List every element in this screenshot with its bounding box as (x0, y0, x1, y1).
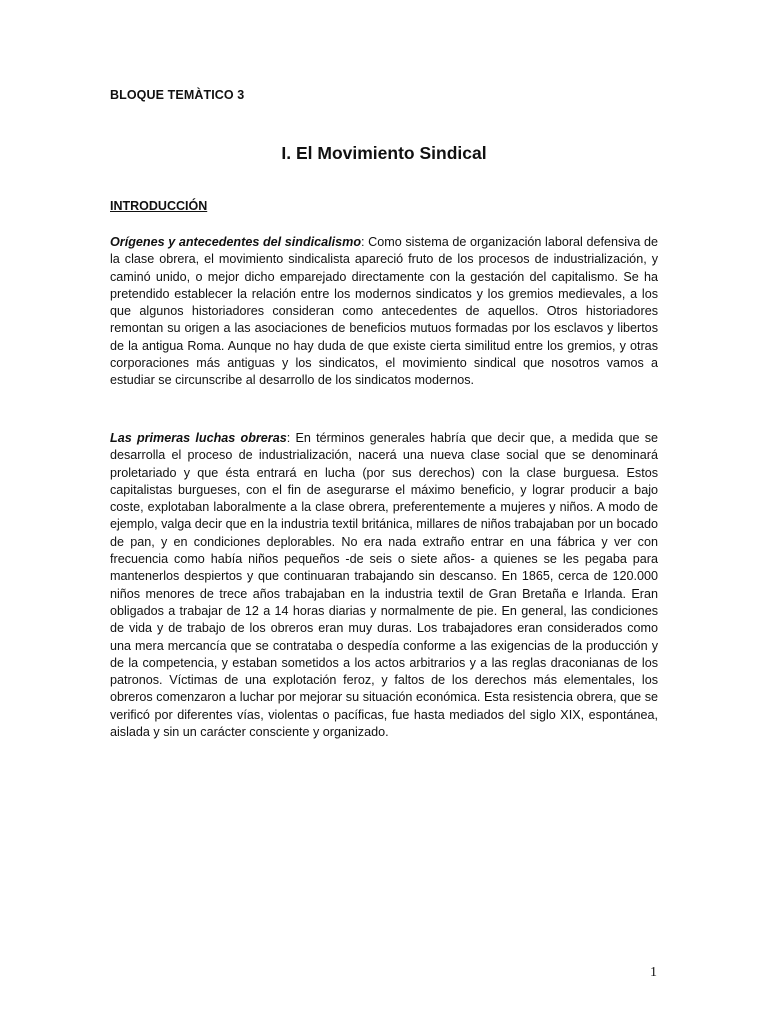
paragraph-lead: Orígenes y antecedentes del sindicalismo (110, 235, 362, 249)
paragraph-primeras-luchas (110, 430, 658, 741)
page-title: I. El Movimiento Sindical (281, 143, 487, 163)
paragraph-lead: Las primeras luchas obreras (110, 431, 287, 445)
paragraph-separator: : (361, 235, 365, 249)
section-heading: INTRODUCCIÓN (110, 199, 208, 213)
paragraph-origenes (110, 234, 658, 390)
block-label: BLOQUE TEMÀTICO 3 (110, 88, 245, 102)
paragraph-separator: : (286, 431, 291, 445)
paragraph-body: Como sistema de organización laboral defensiva de la clase obrera, el movimiento sindicalista apareció fruto de los procesos de industrialización, y caminó unido, o mejor dicho emparejado directamente con la gestación del capitalismo. Se ha pretendido establecer la relación entre los modernos sindicatos y los gremios medievales, a los que algunos historiadores consideran como antecedentes de aquellos. Otros historiadores remontan su origen a las asociaciones de beneficios mutuos formadas por los esclavos y libertos de la antigua Roma. Aunque no hay duda de que existe cierta similitud entre los gremios, y otras corporaciones más antiguas y los sindicatos, el movimiento sindical que nosotros vamos a estudiar se circunscribe al desarrollo de los sindicatos modernos. (110, 235, 658, 388)
paragraph-body: En términos generales habría que decir que, a medida que se desarrolla el proceso de industrialización, nacerá una nueva clase social que se denominará proletariado y que ésta entrará en lucha (por sus derechos) con la clase burguesa. Estos capitalistas burgueses, con el fin de asegurarse el máximo beneficio, y lograr producir a bajo coste, explotaban laboralmente a la clase obrera, preferentemente a mujeres y niños. A modo de ejemplo, valga decir que en la industria textil británica, millares de niños trabajaban por un bocado de pan, y en condiciones deplorables. No era nada extraño entrar en una fábrica y ver con frecuencia como había niños pequeños -de seis o siete años- a quienes se les pegaba para mantenerlos despiertos y que continuaran trabajando sin descanso. En 1865, cerca de 120.000 niños menores de trece años trabajaban en la industria textil de Gran Bretaña e Irlanda. Eran obligados a trabajar de 12 a 14 horas diarias y normalmente de pie. En general, las condiciones de vida y de trabajo de los obreros eran muy duras. Los trabajadores eran considerados como una mera mercancía que se contrataba o despedía conforme a las exigencias de la producción y de la competencia, y estaban sometidos a los actos arbitrarios y a las reglas draconianas de los patronos. Víctimas de una explotación feroz, y faltos de los derechos más elementales, los obreros comenzaron a luchar por mejorar su situación económica. Esta resistencia obrera, que se verificó por diferentes vías, violentas o pacíficas, fue hasta mediados del siglo XIX, espontánea, aislada y sin un carácter consciente y organizado. (110, 431, 658, 740)
page-number: 1 (650, 965, 657, 980)
